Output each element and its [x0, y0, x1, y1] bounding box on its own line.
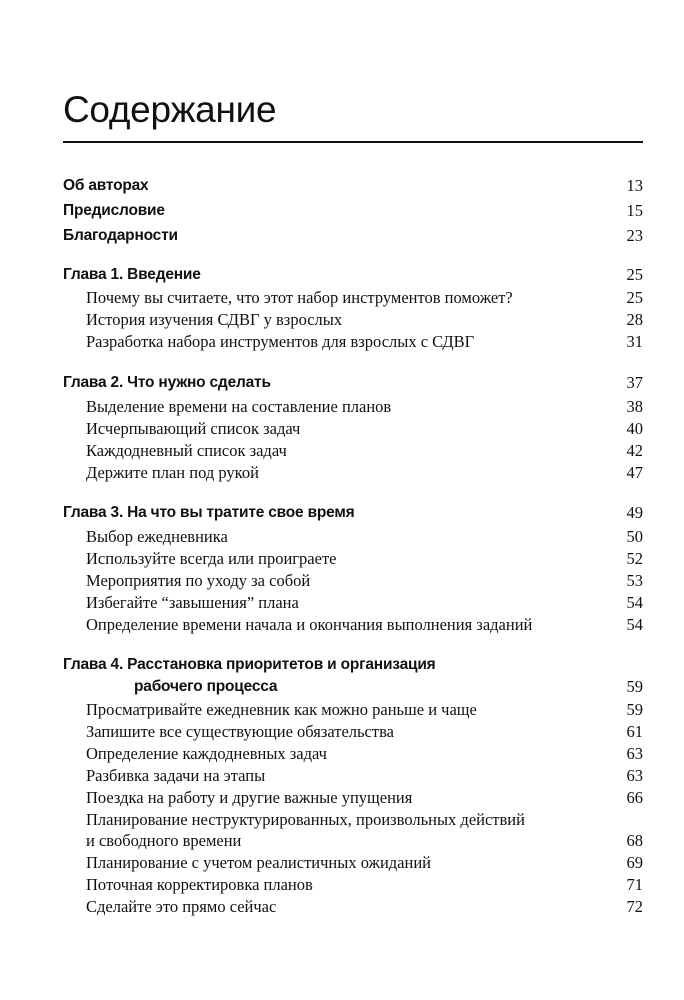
toc-section-entry[interactable]: [63, 461, 643, 485]
toc-section-entry[interactable]: [63, 591, 643, 615]
toc-entry-label: Исчерпывающий список задач: [86, 419, 301, 438]
toc-chapter-heading[interactable]: [63, 653, 643, 677]
toc-entry-page-number: 53: [626, 571, 643, 590]
toc-entry-page-number: 59: [626, 700, 643, 719]
toc-section-entry[interactable]: [63, 895, 643, 919]
toc-chapter-heading[interactable]: [63, 501, 643, 525]
toc-entry-page-number: 52: [626, 549, 643, 568]
toc-entry-page-number: 54: [626, 593, 643, 612]
toc-entry-label: Сделайте это прямо сейчас: [86, 897, 277, 916]
toc-entry-label: Мероприятия по уходу за собой: [86, 571, 311, 590]
toc-entry-label: Планирование неструктурированных, произвольных действий: [86, 810, 525, 829]
toc-entry-page-number: 38: [626, 397, 643, 416]
toc-section-entry[interactable]: [63, 286, 643, 310]
toc-section-entry[interactable]: [63, 698, 643, 722]
toc-entry-label: Разбивка задачи на этапы: [86, 766, 266, 785]
toc-entry-page-number: 61: [626, 722, 643, 741]
toc-entry-page-number: 25: [626, 288, 643, 307]
toc-section-entry[interactable]: [63, 742, 643, 766]
toc-section-entry[interactable]: [63, 764, 643, 788]
toc-entry-label: рабочего процесса: [134, 678, 278, 695]
toc-entry-front-matter[interactable]: [63, 199, 643, 223]
toc-entry-page-number: 28: [626, 310, 643, 329]
toc-entry-page-number: 31: [626, 332, 643, 351]
toc-chapter-heading-continuation[interactable]: [63, 675, 643, 699]
toc-entry-label: Выделение времени на составление планов: [86, 397, 392, 416]
toc-entry-page-number: 63: [626, 766, 643, 785]
toc-section-entry[interactable]: [63, 786, 643, 810]
toc-entry-page-number: 50: [626, 527, 643, 546]
toc-entry-page-number: 68: [626, 831, 643, 850]
toc-entry-page-number: 49: [626, 503, 643, 522]
toc-chapter-heading[interactable]: [63, 263, 643, 287]
toc-entry-label: Определение каждодневных задач: [86, 744, 327, 763]
toc-entry-label: Используйте всегда или проиграете: [86, 549, 337, 568]
toc-entry-label: Почему вы считаете, что этот набор инструментов поможет?: [86, 288, 513, 307]
toc-entry-page-number: 47: [626, 463, 643, 482]
toc-entry-page-number: 40: [626, 419, 643, 438]
toc-section-entry-continuation[interactable]: [63, 829, 643, 853]
toc-entry-label: Определение времени начала и окончания выполнения заданий: [86, 615, 533, 634]
toc-section-entry[interactable]: [63, 569, 643, 593]
toc-entry-label: Глава 3. На что вы тратите свое время: [63, 504, 355, 521]
toc-section-entry[interactable]: [63, 873, 643, 897]
toc-entry-label: Избегайте “завышения” плана: [86, 593, 299, 612]
toc-entry-page-number: 59: [626, 677, 643, 696]
toc-entry-label: Глава 1. Введение: [63, 266, 201, 283]
toc-entry-label: Планирование с учетом реалистичных ожиданий: [86, 853, 431, 872]
toc-entry-front-matter[interactable]: [63, 224, 643, 248]
page-title: Содержание: [63, 89, 277, 130]
toc-entry-page-number: 69: [626, 853, 643, 872]
toc-entry-label: Держите план под рукой: [86, 463, 259, 482]
toc-entry-label: Каждодневный список задач: [86, 441, 287, 460]
toc-entry-page-number: 23: [626, 226, 643, 245]
toc-section-entry[interactable]: [63, 720, 643, 744]
toc-entry-front-matter[interactable]: [63, 174, 643, 198]
toc-entry-label: Глава 4. Расстановка приоритетов и организация: [63, 656, 436, 673]
toc-entry-page-number: 37: [626, 373, 643, 392]
toc-entry-label: Глава 2. Что нужно сделать: [63, 374, 271, 391]
toc-entry-label: Запишите все существующие обязательства: [86, 722, 394, 741]
toc-chapter-heading[interactable]: [63, 371, 643, 395]
toc-entry-label: Благодарности: [63, 227, 178, 244]
toc-section-entry[interactable]: [63, 525, 643, 549]
toc-entry-page-number: 54: [626, 615, 643, 634]
toc-entry-label: Выбор ежедневника: [86, 527, 228, 546]
toc-entry-label: Просматривайте ежедневник как можно раньше и чаще: [86, 700, 477, 719]
toc-section-entry[interactable]: [63, 395, 643, 419]
toc-section-entry[interactable]: [63, 547, 643, 571]
toc-entry-label: и свободного времени: [86, 831, 242, 850]
toc-section-entry[interactable]: [63, 417, 643, 441]
toc-entry-label: Поточная корректировка планов: [86, 875, 313, 894]
toc-entry-page-number: 15: [626, 201, 643, 220]
toc-entry-label: Разработка набора инструментов для взрослых с СДВГ: [86, 332, 475, 351]
toc-entry-page-number: 71: [626, 875, 643, 894]
toc-section-entry[interactable]: [63, 330, 643, 354]
toc-entry-page-number: 42: [626, 441, 643, 460]
toc-entry-label: История изучения СДВГ у взрослых: [86, 310, 343, 329]
toc-section-entry[interactable]: [63, 308, 643, 332]
toc-entry-page-number: 63: [626, 744, 643, 763]
toc-entry-page-number: 25: [626, 265, 643, 284]
toc-section-entry[interactable]: [63, 613, 643, 637]
toc-section-entry[interactable]: [63, 439, 643, 463]
toc-section-entry[interactable]: [63, 851, 643, 875]
toc-entry-page-number: 66: [626, 788, 643, 807]
toc-entry-label: Об авторах: [63, 177, 149, 194]
toc-entry-page-number: 13: [626, 176, 643, 195]
toc-entry-page-number: 72: [626, 897, 643, 916]
toc-entry-label: Предисловие: [63, 202, 165, 219]
toc-entry-label: Поездка на работу и другие важные упущения: [86, 788, 413, 807]
